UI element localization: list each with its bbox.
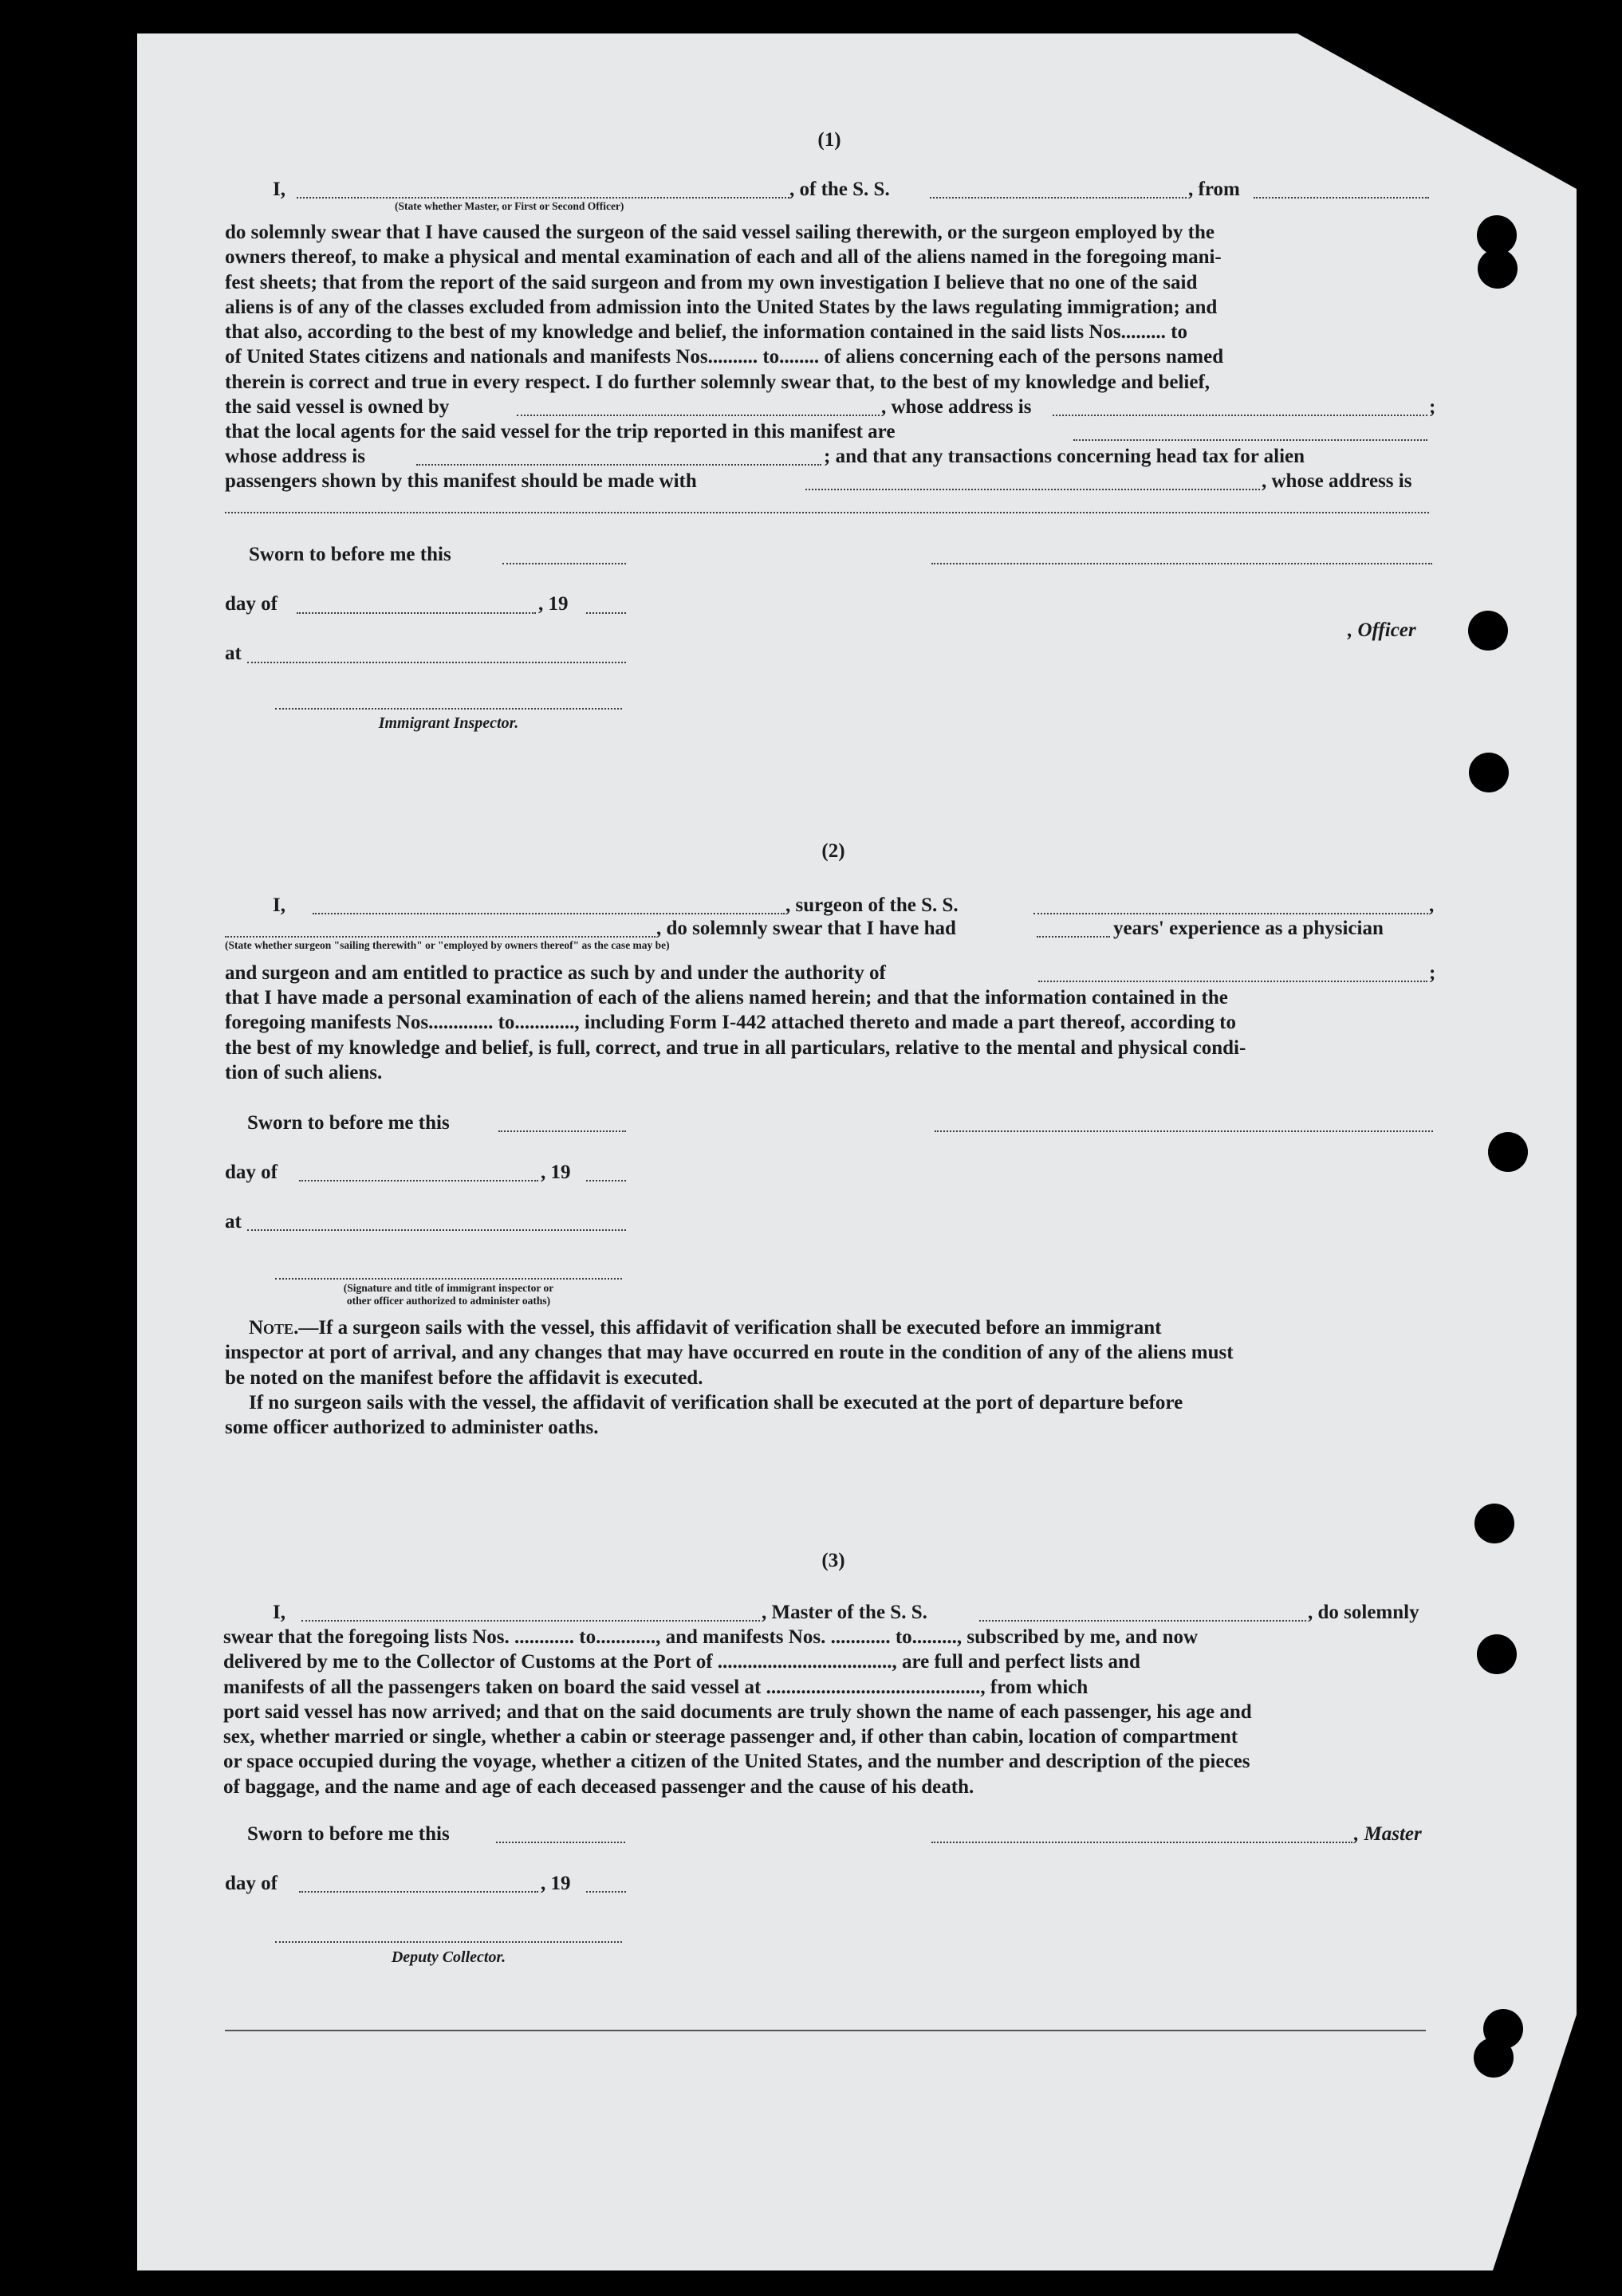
inspector-signature-field[interactable] [275,708,622,710]
officer-label: , Officer [1348,619,1416,641]
whose-address-label-2: whose address is [225,446,365,467]
at-field-2[interactable] [247,1229,626,1231]
oath-line: fest sheets; that from the report of the said surgeon and from my own investigation I believe that no one of the said [225,271,1198,293]
whose-address-label-3: , whose address is [1262,470,1412,492]
sworn-date-field-2[interactable] [498,1130,626,1132]
master-of-label: , Master of the S. S. [762,1602,927,1623]
owner-address-field[interactable] [1053,415,1427,416]
day-of-label-3: day of [225,1873,278,1894]
at-field-1[interactable] [247,662,626,663]
oath-line: tion of such aliens. [225,1061,383,1083]
passengers-label: passengers shown by this manifest should be made with [225,470,697,492]
master-officer-note: (State whether Master, or First or Second Officer) [395,200,624,212]
surgeon-name-field[interactable] [313,913,785,914]
note-line: inspector at port of arrival, and any changes that may have occurred en route in the condition of any of the aliens must [225,1342,1234,1364]
surgeon-status-field[interactable] [225,936,655,938]
oath-line: that I have made a personal examination of each of the aliens named herein; and that the information contained in the [225,987,1228,1008]
oath-line: that also, according to the best of my knowledge and belief, the information contained in the said lists Nos......... to [225,321,1187,344]
day-of-field-3[interactable] [299,1891,538,1893]
year-field-1[interactable] [586,612,626,614]
bleed-through-row [678,498,1356,530]
oath-line: sex, whether married or single, whether a cabin or steerage passenger and, if other than cabin, location of compartment [223,1726,1238,1748]
note-text: .—If a surgeon sails with the vessel, this affidavit of verification shall be executed before an immigrant [293,1317,1162,1339]
binder-hole [1468,611,1508,651]
note-label: Note [249,1317,294,1339]
semicolon: ; [1429,962,1436,984]
note-paragraph-1 [225,1315,1437,1390]
head-tax-label: ; and that any transactions concerning head tax for alien [824,446,1305,467]
head-tax-address-field[interactable] [225,512,1429,513]
local-agents-field[interactable] [1073,439,1427,441]
year-label-2: , 19 [541,1162,571,1183]
from-port-field[interactable] [1254,197,1429,199]
section-2-oath-text [225,985,1437,1085]
owner-field[interactable] [517,415,880,416]
year-label-1: , 19 [538,593,569,615]
section-2-number: (2) [821,840,845,862]
years-experience-field[interactable] [1037,936,1110,938]
day-of-label-1: day of [225,593,278,615]
oath-line: do solemnly swear that I have caused the surgeon of the said vessel sailing therewith, or the surgeon employed by the [225,222,1215,243]
section-1-number: (1) [817,129,841,151]
surgeon-of-label: , surgeon of the S. S. [785,894,959,916]
oath-line: manifests of all the passengers taken on board the said vessel at ..........................................., from which [223,1676,1089,1698]
inspector-signature-field-2[interactable] [275,1278,622,1280]
sworn-date-field-3[interactable] [496,1842,625,1843]
binder-hole [1474,2038,1514,2078]
section-3-i-label: I, [273,1602,285,1623]
do-solemnly-label: , do solemnly [1308,1602,1419,1623]
comma: , [1429,894,1435,916]
owned-by-label: the said vessel is owned by [225,396,450,418]
year-field-2[interactable] [586,1180,626,1181]
oath-line: port said vessel has now arrived; and that on the said documents are truly shown the name of each passenger, his age and [223,1700,1252,1723]
note-line: some officer authorized to administer oaths. [225,1417,599,1439]
at-label-1: at [225,643,242,664]
note-line: If no surgeon sails with the vessel, the affidavit of verification shall be executed at the port of departure before [249,1392,1183,1413]
agents-address-field[interactable] [416,464,821,466]
deputy-collector-signature-field[interactable] [275,1941,622,1943]
master-signature-field[interactable] [931,1842,1352,1843]
day-of-label-2: day of [225,1162,278,1183]
from-label: , from [1188,179,1240,200]
sworn-label-1: Sworn to before me this [249,544,451,565]
binder-hole [1478,249,1518,289]
deputy-collector-label: Deputy Collector. [391,1948,506,1966]
vessel-name-field-3[interactable] [979,1620,1306,1622]
year-label-3: , 19 [541,1873,571,1894]
oath-line: of United States citizens and nationals and manifests Nos.......... to........ of aliens concerning each of the persons named [225,346,1224,368]
note-line [225,1315,1437,1340]
surgeon-status-note: (State whether surgeon "sailing therewith" or "employed by owners thereof" as the case may be) [225,939,670,951]
section-3-number: (3) [821,1550,845,1571]
swear-label: , do solemnly swear that I have had [656,918,956,939]
oath-line: the best of my knowledge and belief, is full, correct, and true in all particulars, relative to the mental and physical condi- [225,1036,1246,1059]
sworn-date-field-1[interactable] [502,563,626,564]
section-1-oath-text [225,220,1437,395]
at-label-2: at [225,1211,242,1233]
authority-label: and surgeon and am entitled to practice as such by and under the authority of [225,962,886,984]
master-name-field[interactable] [297,197,789,199]
oath-line: foregoing manifests Nos............. to............, including Form I-442 attached thereto and made a part thereof, according to [225,1012,1236,1034]
binder-hole [1477,1634,1517,1674]
oath-line: swear that the foregoing lists Nos. ............ to............, and manifests Nos. ............ to........., subscribed by me, and now [223,1626,1199,1648]
immigrant-inspector-label: Immigrant Inspector. [378,714,519,732]
local-agents-label: that the local agents for the said vessel for the trip reported in this manifest are [225,421,896,442]
head-tax-contact-field[interactable] [805,489,1260,490]
day-of-field-2[interactable] [299,1180,538,1181]
sworn-label-2: Sworn to before me this [247,1112,450,1134]
year-field-3[interactable] [586,1891,626,1893]
oath-line: or space occupied during the voyage, whether a citizen of the United States, and the number and description of the pieces [223,1751,1250,1773]
oath-line: aliens is of any of the classes excluded from admission into the United States by the laws regulating immigration; and [225,296,1218,318]
binder-hole [1474,1504,1514,1543]
of-ss-label: , of the S. S. [789,179,890,200]
section-3-oath-text [223,1625,1437,1799]
surgeon-vessel-field[interactable] [1033,913,1428,914]
oath-line: owners thereof, to make a physical and mental examination of each and all of the aliens named in the foregoing mani- [225,246,1222,269]
years-experience-label: years' experience as a physician [1113,918,1384,939]
sworn-label-3: Sworn to before me this [247,1823,450,1845]
note-line: be noted on the manifest before the affidavit is executed. [225,1366,703,1389]
bottom-rule [225,2030,1426,2031]
whose-address-label: , whose address is [881,396,1032,418]
master-label: , Master [1354,1823,1422,1845]
oath-line: delivered by me to the Collector of Customs at the Port of ..................................., are full and perfect lists and [223,1651,1140,1673]
vessel-name-field[interactable] [930,197,1187,199]
authority-field[interactable] [1038,981,1427,982]
oath-line: therein is correct and true in every respect. I do further solemnly swear that, to the best of my knowledge and belief, [225,371,1211,393]
section-2-i-label: I, [273,894,285,916]
surgeon-signature-field[interactable] [935,1130,1433,1132]
section-1-i-label: I, [273,179,285,200]
master-name-field-3[interactable] [301,1620,760,1622]
signature-note-line-1: (Signature and title of immigrant inspector or [343,1282,554,1294]
signature-note-line-2: other officer authorized to administer oaths) [346,1295,551,1307]
oath-line: of baggage, and the name and age of each deceased passenger and the cause of his death. [223,1775,974,1798]
binder-hole [1488,1132,1528,1172]
officer-signature-field[interactable] [931,563,1432,564]
semicolon: ; [1429,396,1436,418]
binder-hole [1469,753,1509,792]
day-of-field-1[interactable] [297,612,536,614]
note-paragraph-2 [225,1390,1437,1441]
